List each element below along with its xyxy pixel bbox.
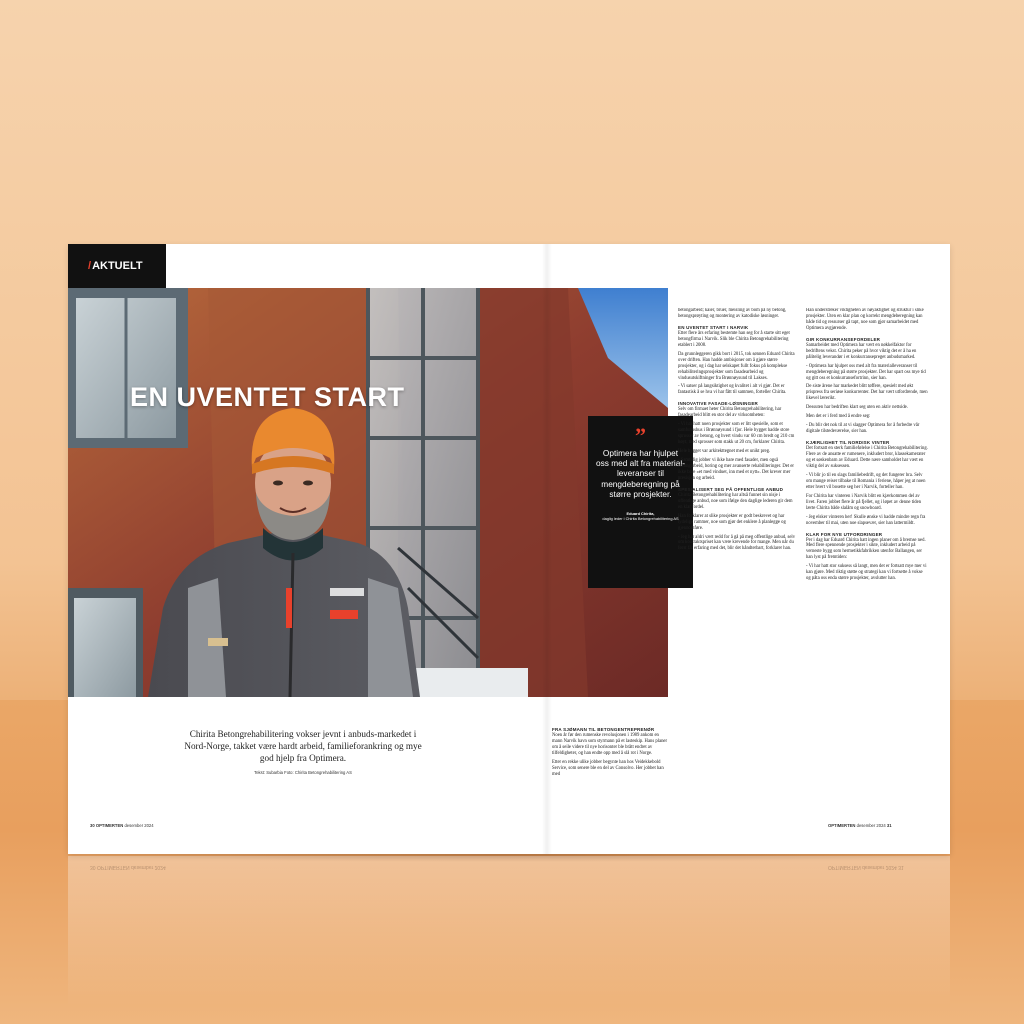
paragraph: - Samtidig jobber vi ikke bare med fasader, men også betongarbeid, boring og mer avanserte rehabiliteringer. Det er ikke bare «et med vinduet, inn med et nytt». Det krever mer presisjon og arbeid. bbox=[678, 458, 794, 481]
paragraph: - Vi har hatt stor suksess så langt, men det er fortsatt mye mer vi kan gjøre. Med riktig støtte og strategi kan vi fortsette å vokse og påta oss enda større prosjekter, avslutter han. bbox=[806, 564, 927, 582]
paragraph: - Du blir det nok til at vi slagger Optimera for å forbedre vår digitale tilstedeværelse, sier han. bbox=[806, 423, 920, 435]
paragraph: Dessuten har bedriften klart seg uten en aktiv nettside. bbox=[806, 405, 908, 411]
magazine-spread bbox=[68, 244, 950, 854]
subheading: SPESIALISERT SEG PÅ OFFENTLIGE ANBUD bbox=[678, 486, 784, 492]
pull-quote-attribution bbox=[596, 511, 685, 521]
page-number-left: 30 bbox=[90, 823, 95, 828]
section-tag-slash: / bbox=[88, 260, 92, 272]
paragraph: De siste årene har markedet blitt tøffere, spesielt med økt prispress fra seriøse konkurrenter. Det har vært utfordrende, men likevel lærerikt. bbox=[806, 384, 928, 402]
pull-quote-role: daglig leder i Chirita Betongrehabilitering AS bbox=[602, 516, 679, 522]
reflection-folio-right: OPTIMERTEN desember 2024 31 bbox=[828, 864, 904, 870]
paragraph: Da grunnleggeren gikk bort i 2015, tok sønnen Eduard Chirita over driften. Han hadde ambisjoner om å gjøre større prosjekter, og i dag har selskapet fullt fokus på komplekse rehabiliteringsprosjekter som fasadearbeid og vindusutskiftninger fra Brønnøysund til Lakses. bbox=[678, 351, 795, 381]
paragraph: Men det er i ferd med å endre seg: bbox=[806, 414, 871, 420]
magazine-name-right: OPTIMERTEN bbox=[828, 823, 856, 828]
paragraph: Per i dag har Eduard Chirita hatt ingen planer om å bremse ned. Med flere spennende prosjekter i sikte, inkludert arbeid på verneste bygg som hermetikkfabrikken utenfor Ballangen, ser han lyst på fremtiden: bbox=[806, 537, 926, 561]
folio-right bbox=[828, 823, 892, 828]
hero-photo-illustration bbox=[68, 288, 668, 697]
subheading: KJÆRLIGHET TIL NORDISK VINTER bbox=[806, 440, 890, 446]
paragraph: Chirita Betongrehabilitering har altså funnet sin nisje i offentlige anbud, noe som ifølge den daglige lederen gir dem en klar fordel. bbox=[678, 492, 793, 510]
paragraph: Han forklarer at slike prosjekter er godt beskrevet og har tydelige rammer, noe som gjør det enklere å planlegge og gjennomføre. bbox=[678, 513, 786, 531]
byline: Tekst: Subarbia Foto: Chirita Betongrehabilitering AS bbox=[254, 770, 352, 775]
paragraph: - Vi blir jo til en slags familiebedrift, og det fungerer bra. Selv om mange reiser tilbake til Romania i feriene, håper jeg at noen etter hvert vil bosette seg her i Narvik, forteller han. bbox=[806, 472, 926, 490]
subheading: FRA SJØMANN TIL BETONGENTREPRENØR bbox=[552, 727, 655, 732]
section-tag bbox=[68, 244, 166, 288]
section-tag-label: AKTUELT bbox=[92, 260, 143, 272]
paragraph: Selv om firmaet heter Chirita Betongrehabilitering, har fasadearbeid blitt en stor del av virksomheten: bbox=[678, 407, 782, 419]
article-column-2 bbox=[678, 308, 796, 818]
issue-right: desember 2024 bbox=[856, 823, 886, 828]
issue-left: desember 2024 bbox=[124, 823, 154, 828]
paragraph: betongarbeid; kaier, bruer, meisling av bom på ny betong, betongsprøyting og montering av katodiske løsninger. bbox=[678, 308, 787, 319]
article-headline: EN UVENTET START bbox=[130, 382, 405, 412]
subheading: GIR KONKURRANSEFORDELER bbox=[806, 336, 881, 342]
paragraph: Samarbeidet med Optimera har vært en nøkkelfaktor for bedriftens vekst. Chirita peker på hvor viktig det er å ha en pålitelig leverandør i et konkurransepreget anbudsmarked. bbox=[806, 342, 917, 360]
quote-mark-icon: ” bbox=[635, 423, 646, 448]
paragraph: Det fortsatt en sterk familiefølelse i Chirita Betongrehabilitering. Flere av de ansatte er rumenere, inkludert bror, klassekamerater og et søskenbarn av Eduard. Dette nære samholdet har vært en viktig del av suksessen. bbox=[806, 446, 928, 469]
paragraph: - Optimera har hjulpet oss med alt fra materialleveranser til mengdeberegning på større prosjekter. Det har spart oss mye tid og gitt oss et konkurransefortrinn, sier han. bbox=[806, 363, 926, 381]
pull-quote-text: Optimera har hjulpet oss med alt fra material-leveranser til mengdeberegning på større prosjekter. bbox=[596, 448, 685, 499]
paragraph: - Jeg har aldri vært redd for å gå på meg offentlige anbud, selv om kontraktspriset kan være krevende for mange. Men når du først får erfaring med det, blir det håndterbart, forklarer han. bbox=[678, 534, 796, 552]
folio-left bbox=[90, 823, 154, 828]
paragraph: Noen år før den rumenske revolusjonen i 1989 ankom en mann Narvik havn som styrmann på et lasteskip. Hans planer om å seile videre til nye horisonter ble brått endret av tilfeldigheter, og han endte opp med å slå rot i Norge. bbox=[552, 732, 668, 756]
lead-paragraph: Chirita Betongrehabilitering vokser jevnt i anbuds-markedet i Nord-Norge, takket være hardt arbeid, familieforankring og mye god hjelp fra Optimera. bbox=[184, 729, 422, 764]
spread-reflection bbox=[68, 856, 950, 1006]
paragraph: Etter flere års erfaring bestemte han seg for å starte sitt eget betongfirma i Narvik. Slik ble Chirita Betongrehabilitering etablert i 2008. bbox=[678, 330, 790, 348]
pull-quote-author: Eduard Chirita, bbox=[626, 511, 655, 517]
hero-photo bbox=[68, 288, 668, 697]
paragraph: - Vi har hatt noen prosjekter som er litt spesielle, som et samfunnshus i Brønnøysund i fjor. Hele bygget hadde store sprosser av betong, og hvert vindu var 60 cm bredt og 210 cm høyt, med sprosser som stakk ut 20 cm, forklarer Chirita. bbox=[678, 422, 795, 446]
subheading: EN UVENTET START I NARVIK bbox=[678, 324, 749, 330]
paragraph: Han understreker viktigheten av nøyaktighet og struktur i slike prosjekter. Uten en klar plan og korrekt mengdeberegning kan både tid og ressurser gå tapt, noe som gjør samarbeidet med Optimera avgjørende. bbox=[806, 308, 924, 331]
subheading: INNOVATIVE FASADE-LØSNINGER bbox=[678, 401, 758, 407]
paragraph: Etter en rekke ulike jobber begynte han hos Veidekkebold Service, som senere ble en del av Consolvo. Her jobbet han med bbox=[552, 759, 664, 777]
article-column-1 bbox=[552, 722, 670, 818]
paragraph: - Vi satser på langsiktighet og kvalitet i alt vi gjør. Det er fantastisk å se hva vi har fått til sammen, forteller Chirita. bbox=[678, 384, 787, 396]
subheading: KLAR FOR NYE UTFORDRINGER bbox=[806, 531, 883, 537]
page-number-right: 31 bbox=[886, 823, 892, 828]
spread-spine bbox=[542, 244, 552, 854]
reflection-folio-left: 30 OPTIMERTEN desember 2024 bbox=[90, 864, 166, 870]
magazine-name-left: OPTIMERTEN bbox=[95, 823, 124, 828]
article-column-3 bbox=[806, 308, 928, 818]
paragraph: - Jeg elsker vinteren her! Skulle ønske vi hadde mindre regn fra november til mai, uten noe slapsevær, sier han lattermildt. bbox=[806, 514, 926, 526]
paragraph: For Chirita har vinteren i Narvik blitt en kjærkommen del av livet. Faren jobbet flere år på fjellet, og i løpet av denne tiden lærte Chirita både slalåm og snowboard. bbox=[806, 493, 922, 511]
paragraph: Hele bygget var arkitekttegnet med et unikt preg. bbox=[678, 449, 771, 455]
